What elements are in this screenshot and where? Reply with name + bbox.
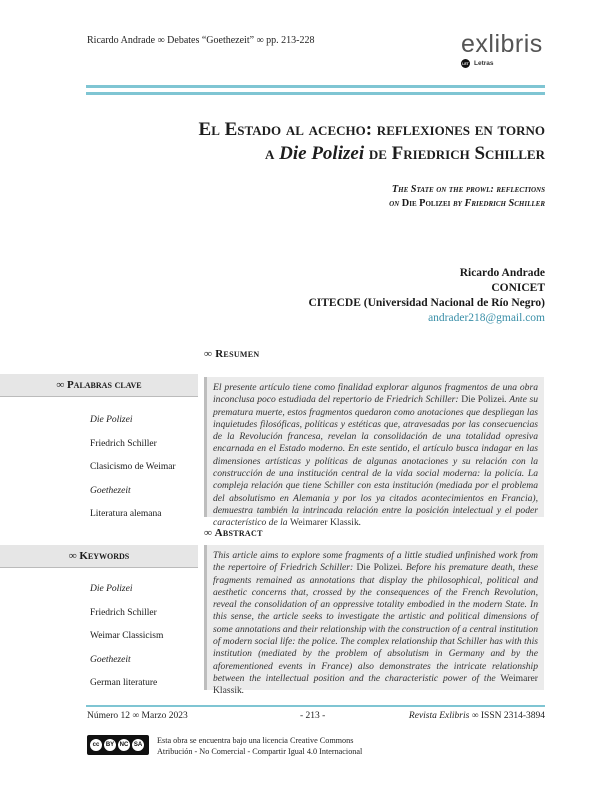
running-header: Ricardo Andrade ∞ Debates “Goethezeit” ∞ pp. 213-228 — [87, 35, 315, 46]
abstract-text: . — [241, 685, 245, 697]
keyword-item: Die Polizei — [90, 584, 133, 594]
subtitle-prefix: on — [389, 198, 402, 209]
resumen-heading: ∞ Resumen — [204, 348, 260, 360]
keyword-item: Clasicismo de Weimar — [90, 462, 176, 472]
journal-issn: ∞ ISSN 2314-3894 — [469, 711, 545, 721]
abstract-text: This article aims to explore some fragments of a little studied unfinished work from the repertoire of Friedrich Schiller: — [213, 550, 538, 574]
by-icon: BY — [104, 739, 116, 751]
resumen-text: . — [358, 517, 362, 529]
author-name: Ricardo Andrade — [459, 267, 545, 279]
resumen-box — [204, 377, 544, 529]
author-email-link[interactable]: andrader218@gmail.com — [428, 312, 545, 324]
resumen-text: . Ante su prematura muerte, estos fragmentos quedaron como anotaciones que despliegan las inquietudes filosóficas, políticas y estéticas que, atravesadas por las consecuencias de la Revolución francesa, revelan la consolidación de una totalidad opresiva encarnada en el Estado moderno. En este sentido, el artículo busca indagar en las dimensiones artísticas y políticas de algunas anotaciones y su relación con la construcción de una institución central de la vida social moderna: la policía. La compleja relación que tiene Schiller con esta institución (mediada por el problema del absolutismo en Alemania y por los ya citados acontecimientos en Francia), demuestra también la intrincada relación entre la posición intelectual y el poder característico de la — [213, 394, 538, 529]
subtitle-suffix: by Friedrich Schiller — [450, 198, 545, 209]
license-line-2: Atribución - No Comercial - Compartir Igual 4.0 Internacional — [157, 747, 363, 756]
title-suffix: de Friedrich Schiller — [364, 143, 545, 164]
page-number: - 213 - — [300, 711, 326, 721]
author-block — [145, 266, 545, 326]
footer-rule — [86, 705, 545, 707]
title-italic: Die Polizei — [279, 143, 365, 164]
section-label — [461, 59, 494, 68]
journal-info — [409, 711, 545, 721]
license-line-1: Esta obra se encuentra bajo una licencia Creative Commons — [157, 736, 354, 745]
keyword-item: German literature — [90, 678, 158, 688]
abstract-work-title: Die Polizei — [356, 562, 401, 574]
journal-logo: exlibris — [461, 30, 543, 58]
keyword-item: Literatura alemana — [90, 509, 162, 519]
title-line-1: El Estado al acecho: reflexiones en torno — [198, 119, 545, 140]
letras-badge-icon: LET — [461, 59, 470, 68]
resumen-term: Weimarer Klassik — [290, 517, 359, 529]
keyword-item: Weimar Classicism — [90, 631, 164, 641]
nc-icon: NC — [118, 739, 130, 751]
keyword-item: Goethezeit — [90, 485, 131, 496]
article-title — [75, 118, 545, 166]
abstract-term: Weimarer Klassik — [213, 672, 538, 697]
author-affiliation-2: CITECDE (Universidad Nacional de Río Negro) — [308, 297, 545, 309]
title-line-2 — [75, 142, 545, 166]
issue-info: Número 12 ∞ Marzo 2023 — [87, 711, 188, 721]
section-label-text: Letras — [474, 60, 494, 67]
keyword-item: Goethezeit — [90, 654, 131, 665]
palabras-clave-heading: ∞ Palabras clave — [0, 374, 198, 397]
author-affiliation-1: CONICET — [491, 282, 545, 294]
header-rule-bottom — [86, 92, 545, 95]
subtitle-line-2 — [125, 197, 545, 211]
creative-commons-badge-icon[interactable] — [87, 735, 149, 755]
palabras-clave-list — [90, 409, 176, 527]
keywords-heading: ∞ Keywords — [0, 545, 198, 568]
abstract-text: . Before his premature death, these fragments remained as annotations that display the philosophical, political and aesthetic concerns that, crossed by the consequences of the French Revolution, reveal the consolidation of an oppressive totality embodied in the modern State. In this sense, the article seeks to investigate the artistic and political dimensions of some annotations and their relationship with the construction of a central institution of modern social life: the police. The complex relationship that Schiller has with this institution (mediated by the problem of absolutism in Germany and by the aforementioned events in France) also demonstrates the intricate relationship between the intellectual position and the characteristic power of the — [213, 562, 539, 684]
subtitle-upright: Die Polizei — [401, 198, 451, 209]
resumen-work-title: Die Polizei — [461, 394, 505, 406]
header-rule-top — [86, 85, 545, 88]
resumen-text: El presente artículo tiene como finalidad explorar algunos fragmentos de una obra inconclusa poco estudiada del repertorio de Friedrich Schiller: — [213, 382, 538, 406]
english-title — [125, 183, 545, 211]
journal-name: Revista Exlibris — [408, 711, 470, 721]
abstract-box — [204, 545, 544, 697]
title-prefix: a — [265, 143, 280, 164]
abstract-heading: ∞ Abstract — [204, 527, 263, 539]
sa-icon: SA — [132, 739, 144, 751]
keyword-item: Die Polizei — [90, 415, 133, 425]
keyword-item: Friedrich Schiller — [90, 607, 157, 618]
cc-icon: cc — [90, 739, 102, 751]
subtitle-line-1: The State on the prowl: reflections — [391, 184, 545, 195]
keyword-item: Friedrich Schiller — [90, 438, 157, 449]
keywords-list — [90, 578, 163, 696]
license-text — [157, 735, 362, 757]
